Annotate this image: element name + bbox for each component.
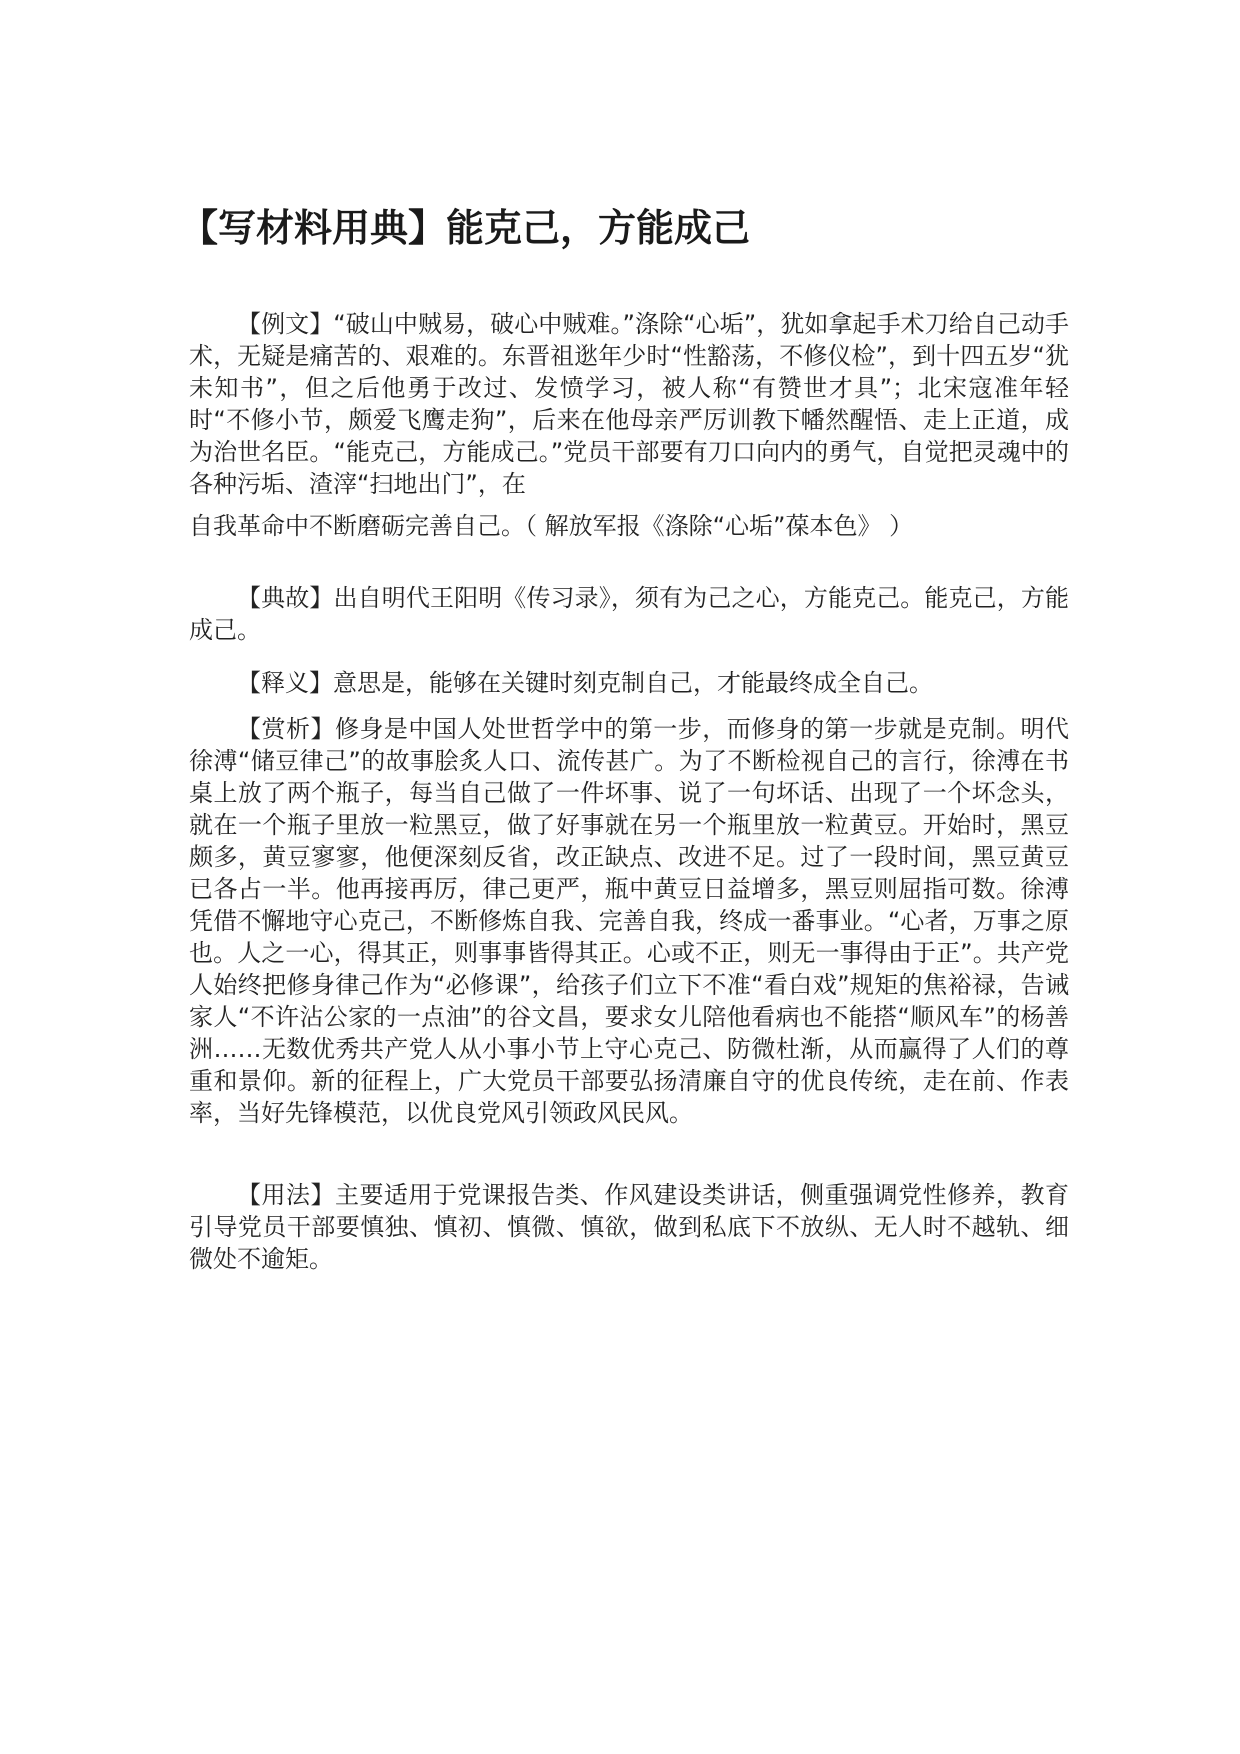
appreciation-paragraph (189, 713, 1069, 1129)
example-paragraph (189, 308, 1069, 542)
usage-paragraph (189, 1179, 1069, 1275)
example-section (189, 308, 1069, 542)
appreciation-text: 修身是中国人处世哲学中的第一步，而修身的第一步就是克制。明代徐溥“储豆律己”的故事脍炙人口、流传甚广。为了不断检视自己的言行，徐溥在书桌上放了两个瓶子，每当自己做了一件坏事、说了一句坏话、出现了一个坏念头，就在一个瓶子里放一粒黑豆，做了好事就在另一个瓶里放一粒黄豆。开始时，黑豆颇多，黄豆寥寥，他便深刻反省，改正缺点、改进不足。过了一段时间，黑豆黄豆已各占一半。他再接再厉，律己更严，瓶中黄豆日益增多，黑豆则屈指可数。徐溥凭借不懈地守心克己，不断修炼自我、完善自我，终成一番事业。“心者，万事之原也。人之一心，得其正，则事事皆得其正。心或不正，则无一事得由于正”。共产党人始终把修身律己作为“必修课”，给孩子们立下不准“看白戏”规矩的焦裕禄，告诫家人“不许沾公家的一点油”的谷文昌，要求女儿陪他看病也不能搭“顺风车”的杨善洲……无数优秀共产党人从小事小节上守心克己、防微杜渐，从而赢得了人们的尊重和景仰。新的征程上，广大党员干部要弘扬清廉自守的优良传统，走在前、作表率，当好先锋模范，以优良党风引领政风民风。 (189, 715, 1070, 1127)
example-text: “破山中贼易，破心中贼难。”涤除“心垢”，犹如拿起手术刀给自己动手术，无疑是痛苦的、艰难的。东晋祖逖年少时“性豁荡，不修仪检”，到十四五岁“犹未知书”，但之后他勇于改过、发愤学习，被人称“有赞世才具”；北宋寇准年轻时“不修小节，颇爱飞鹰走狗”，后来在他母亲严厉训教下幡然醒悟、走上正道，成为治世名臣。“能克己，方能成己。”党员干部要有刀口向内的勇气，自觉把灵魂中的各种污垢、渣滓“扫地出门”，在 (189, 310, 1070, 498)
meaning-section (189, 667, 1069, 699)
allusion-section (189, 582, 1069, 646)
usage-section (189, 1179, 1069, 1275)
allusion-paragraph (189, 582, 1069, 646)
meaning-tag: 【释义】 (237, 669, 333, 697)
example-tag: 【例文】 (237, 310, 334, 338)
example-text-end: 自我革命中不断磨砺完善自己。（ 解放军报《涤除“心垢”葆本色》 ） (189, 512, 914, 540)
appreciation-section (189, 713, 1069, 1129)
allusion-text: 出自明代王阳明《传习录》，须有为己之心，方能克己。能克己，方能成己。 (189, 584, 1070, 644)
allusion-tag: 【典故】 (237, 584, 334, 612)
usage-tag: 【用法】 (237, 1181, 335, 1209)
usage-text: 主要适用于党课报告类、作风建设类讲话，侧重强调党性修养，教育引导党员干部要慎独、慎初、慎微、慎欲，做到私底下不放纵、无人时不越轨、细微处不逾矩。 (189, 1181, 1070, 1273)
document-title: 【写材料用典】能克己，方能成己 (180, 206, 751, 250)
meaning-paragraph (189, 667, 1069, 699)
meaning-text: 意思是，能够在关键时刻克制自己，才能最终成全自己。 (333, 669, 933, 697)
appreciation-tag: 【赏析】 (237, 715, 335, 743)
